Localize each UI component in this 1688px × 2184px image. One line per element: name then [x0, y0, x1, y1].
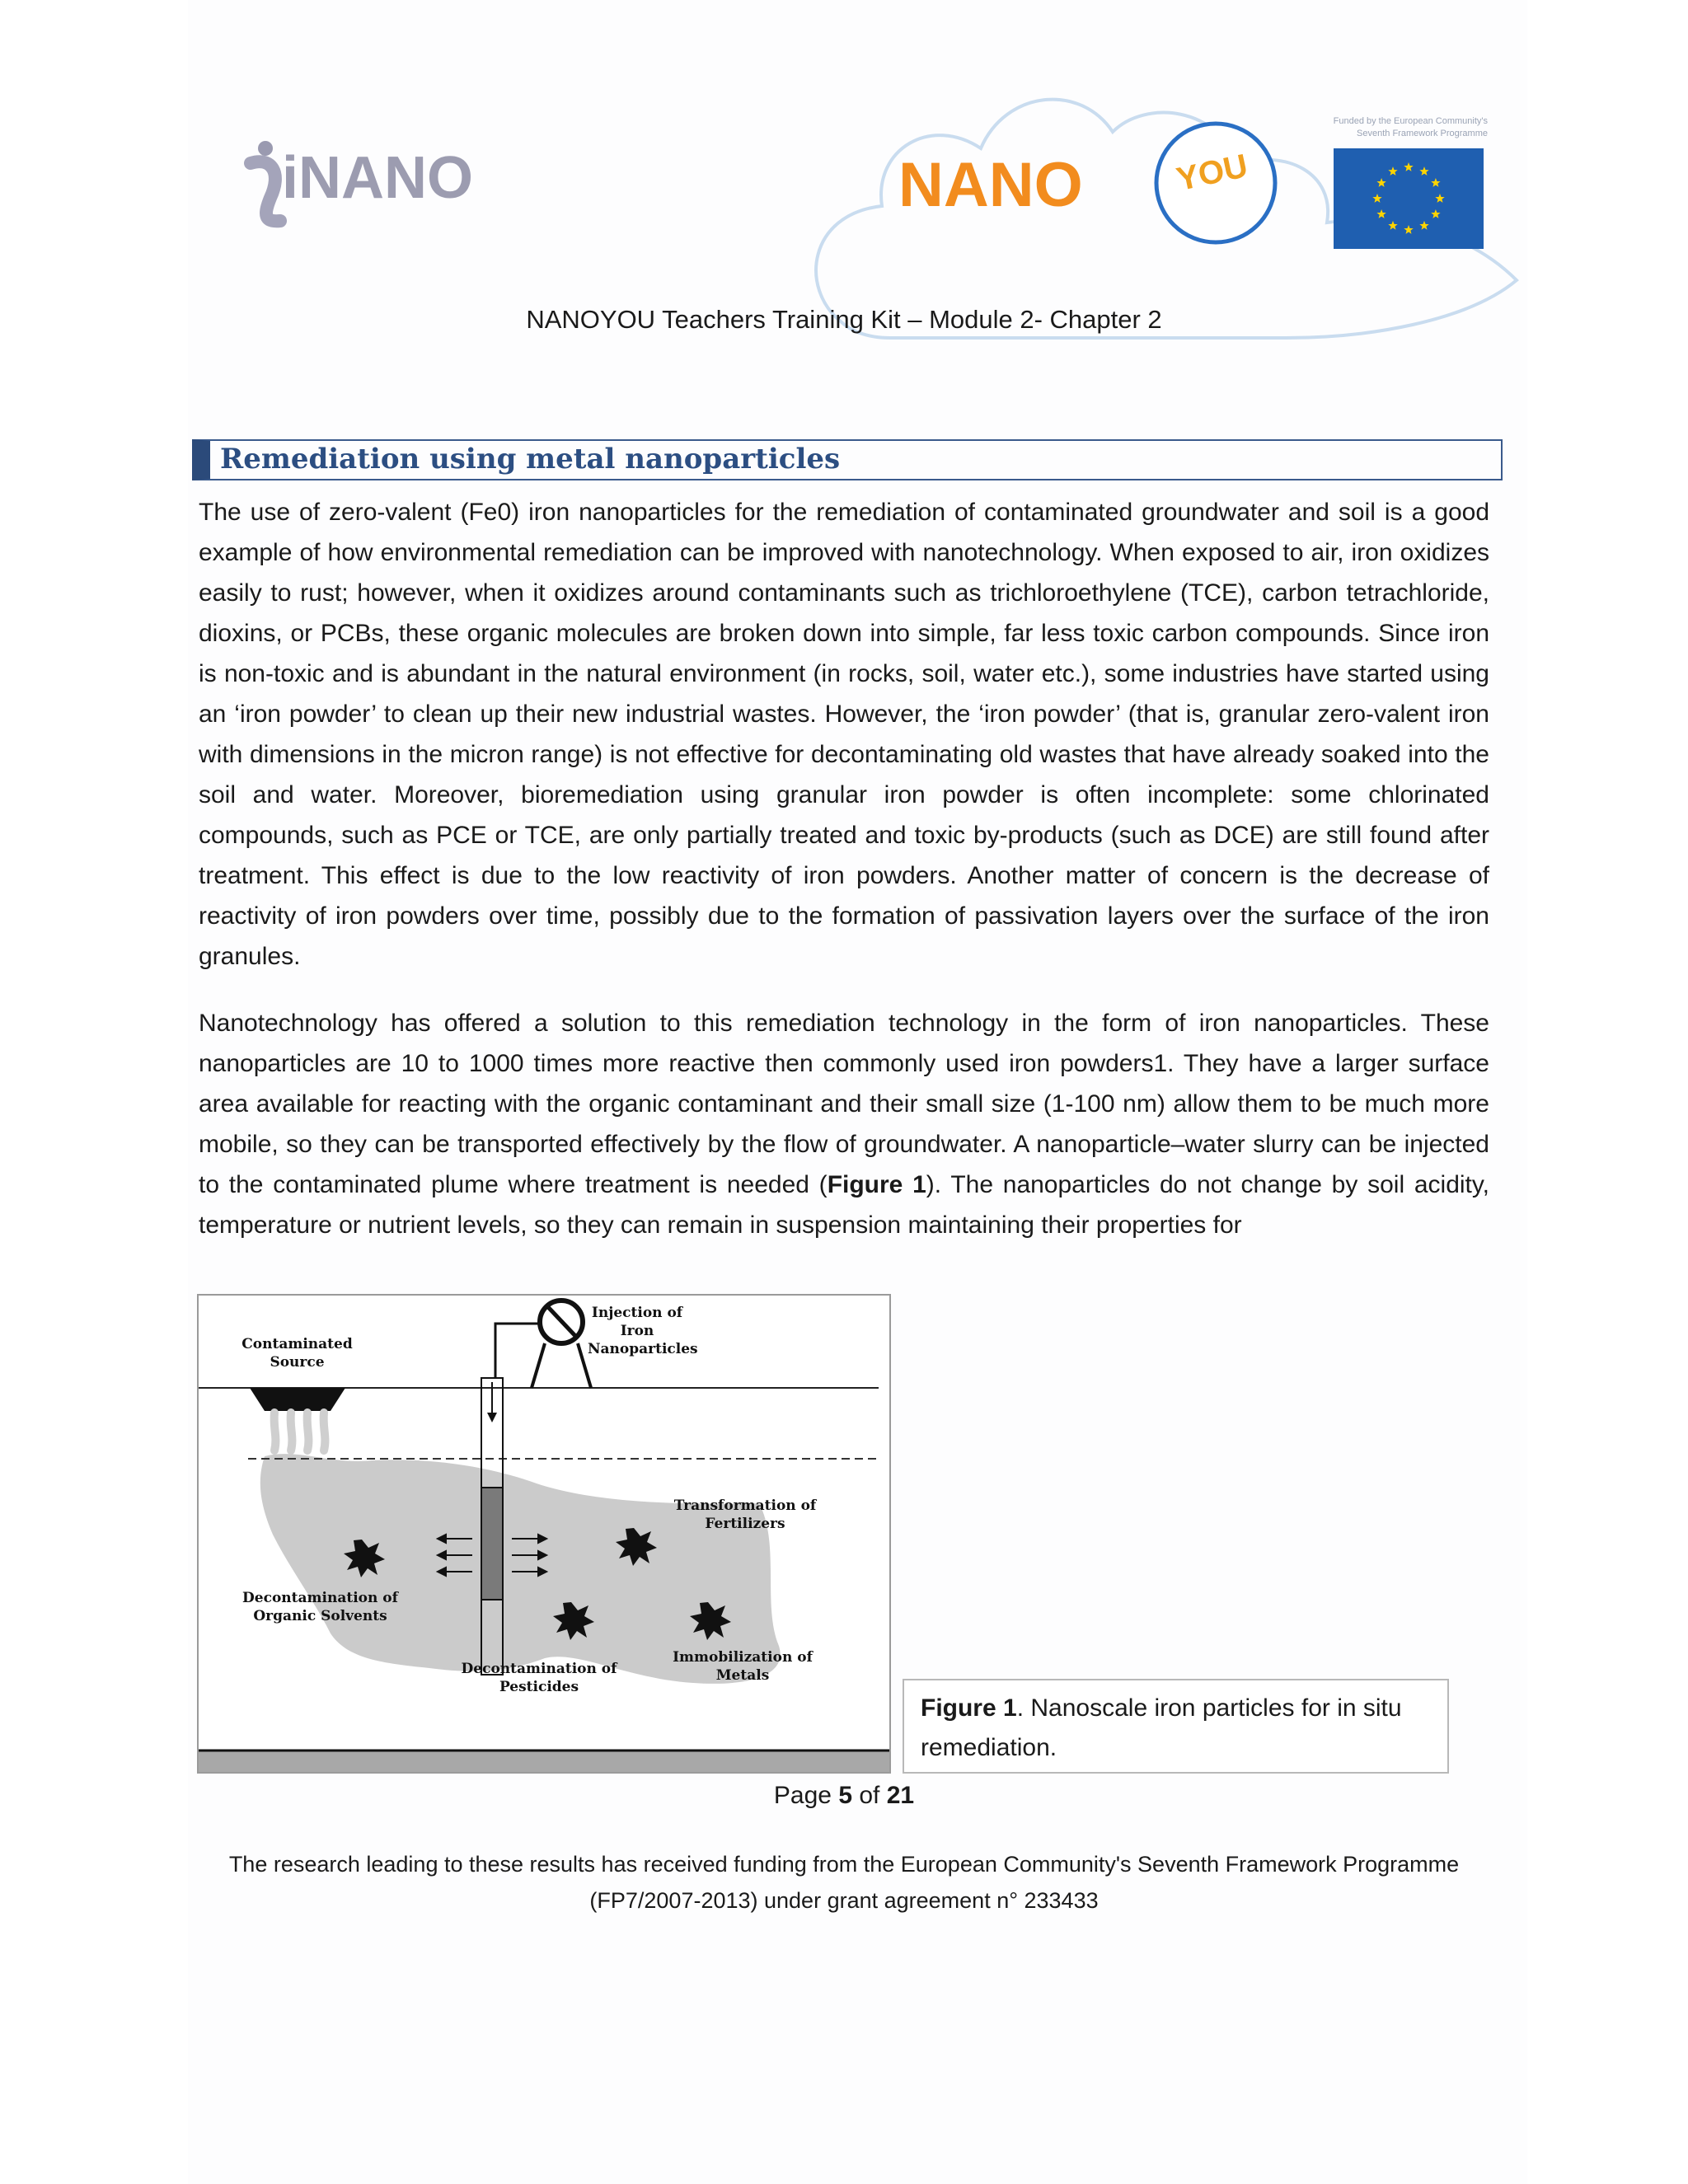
inano-logo: [239, 124, 511, 239]
body-paragraph-2: [199, 1003, 1489, 1245]
label-pesticides: Decontamination of Pesticides: [461, 1661, 617, 1695]
figure-1-caption: [903, 1679, 1449, 1774]
paragraph-2-text-start: Nanotechnology has offered a solution to this remediation technology in the form of iron nanoparticles. These nanoparticles are 10 to 1000 times more reactive then commonly used iron powders1. They have a larger surface area available for reacting with the organic contaminant and their small size (1-100 nm) allow them to be much more mobile, so they can be transported effectively by the flow of groundwater. A nanoparticle–water slurry can be injected to the contaminated plume where treatment is needed (: [199, 1010, 1489, 1198]
bedrock-layer: [199, 1750, 889, 1772]
document-header-title: NANOYOU Teachers Training Kit – Module 2- Chapter 2: [526, 305, 1162, 334]
eu-flag-icon: [1334, 148, 1484, 249]
funding-acknowledgement: The research leading to these results has received funding from the European Community's Seventh Framework Programme (FP7/2007-2013) under grant agreement n° 233433: [228, 1852, 1460, 1913]
page-of: of: [852, 1782, 887, 1809]
label-injection: Injection of Iron Nanoparticles: [588, 1305, 698, 1357]
label-organic-solvents: Decontamination of Organic Solvents: [242, 1590, 398, 1624]
page-label: Page: [773, 1782, 839, 1809]
contaminated-source-icon: [250, 1388, 345, 1411]
label-metals: Immobilization of Metals: [673, 1649, 813, 1684]
label-contaminated-source: Contaminated Source: [241, 1336, 353, 1371]
label-transformation: Transformation of Fertilizers: [673, 1497, 817, 1532]
nanoyou-logo: [898, 115, 1294, 255]
page-current: 5: [838, 1782, 852, 1809]
inano-logo-text: iNANO: [282, 145, 473, 211]
figure-1-reference: Figure 1: [827, 1171, 926, 1198]
svg-text:YOU: YOU: [1173, 148, 1251, 199]
paragraph-2-text-end: ). The nanoparticles do not change by soil acidity, temperature or nutrient levels, so they can remain in suspension maintaining their properties for: [199, 1171, 1489, 1239]
caption-text: . Nanoscale iron particles for in situ remediation.: [921, 1694, 1402, 1761]
body-paragraph-1: The use of zero-valent (Fe0) iron nanoparticles for the remediation of contaminated groundwater and soil is a good example of how environmental remediation can be improved with nanotechnology. When exposed to air, iron oxidizes easily to rust; however, when it oxidizes around contaminants such as trichloroethylene (TCE), carbon tetrachloride, dioxins, or PCBs, these organic molecules are broken down into simple, far less toxic carbon compounds. Since iron is non-toxic and is abundant in the natural environment (in rocks, soil, water etc.), some industries have started using an ‘iron powder’ to clean up their new industrial wastes. However, the ‘iron powder’ (that is, granular zero-valent iron with dimensions in the micron range) is not effective for decontaminating old wastes that have already soaked into the soil and water. Moreover, bioremediation using granular iron powder is often incomplete: some chlorinated compounds, such as PCE or TCE, are only partially treated and toxic by-products (such as DCE) are still found after treatment. This effect is due to the low reactivity of iron powders. Another matter of concern is the decrease of reactivity of iron powders over time, possibly due to the formation of passivation layers over the surface of the iron granules.: [199, 499, 1489, 970]
svg-text:NANO: NANO: [898, 150, 1083, 220]
figure-1-diagram: [197, 1294, 891, 1774]
eu-funding-note: Funded by the European Community's Seventh Framework Programme: [1333, 116, 1488, 138]
caption-figure-ref: Figure 1: [921, 1694, 1017, 1722]
page-number: [0, 1782, 1688, 1810]
section-heading: Remediation using metal nanoparticles: [192, 439, 1503, 480]
page-total: 21: [886, 1782, 915, 1809]
